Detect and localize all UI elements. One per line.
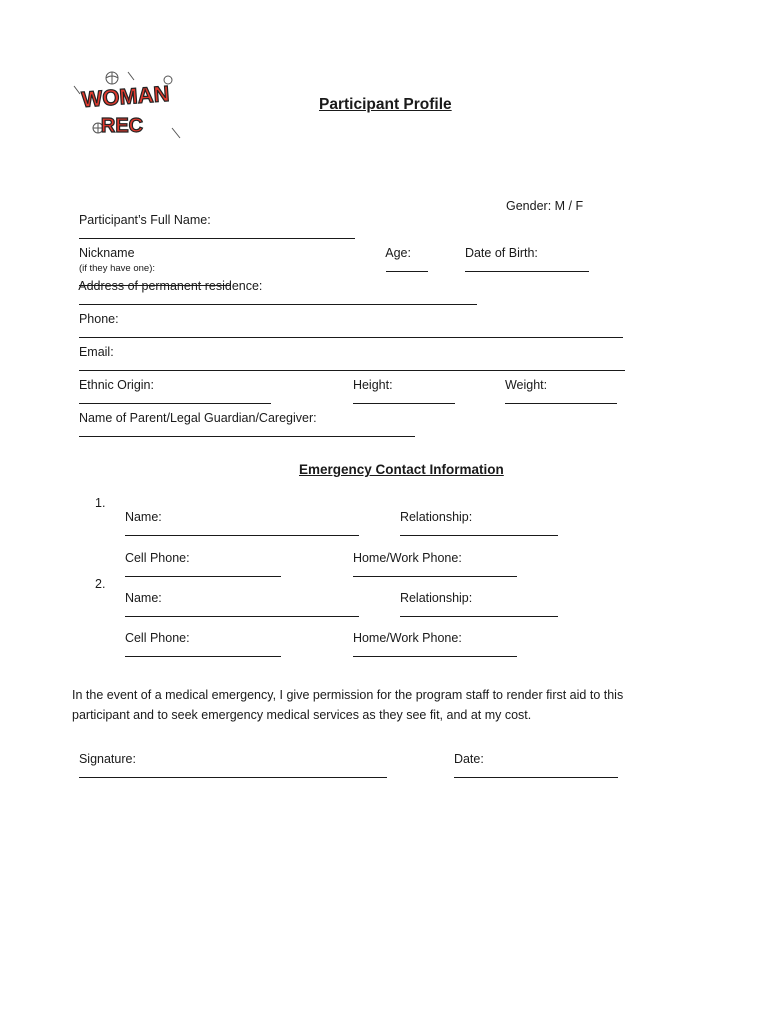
date-field[interactable] [454,766,618,778]
contact-1-cell-label: Cell Phone: [124,551,190,565]
email-label: Email: [78,345,114,359]
contact-2-cell-field[interactable] [125,645,281,657]
contact-2-cell-label: Cell Phone: [124,631,190,645]
height-label: Height: [352,378,393,392]
address-label: Address of permanent residence: [78,279,263,293]
dob-label: Date of Birth: [464,246,538,260]
contact-1-relationship-row [393,496,558,539]
contact-1-name-row [118,496,359,539]
contact-1-name-field[interactable] [125,524,359,536]
age-label: Age: [385,246,411,260]
contact-2-relationship-row [393,577,558,620]
dob-row [458,232,589,275]
ethnic-label: Ethnic Origin: [78,378,154,392]
emergency-section-title: Emergency Contact Information [299,462,504,477]
contact-2-number: 2. [95,577,106,591]
contact-2-name-field[interactable] [125,605,359,617]
contact-2-home-row [346,617,517,660]
contact-1-cell-field[interactable] [125,565,281,577]
contact-2-relationship-field[interactable] [400,605,558,617]
logo-lettering [81,81,171,137]
contact-2-cell-row [118,617,281,660]
weight-field[interactable] [505,392,617,404]
nickname-note: (if they have one): [78,263,155,274]
nickname-label: Nickname [78,246,135,260]
contact-2-name-label: Name: [124,591,162,605]
weight-label: Weight: [504,378,548,392]
guardian-label: Name of Parent/Legal Guardian/Caregiver: [78,411,317,425]
contact-2-relationship-label: Relationship: [399,591,473,605]
gender-label: Gender: M / F [506,199,584,213]
signature-label: Signature: [78,752,136,766]
svg-text:WOMAN: WOMAN [80,80,171,113]
signature-field[interactable] [79,766,387,778]
guardian-field[interactable] [79,425,415,437]
contact-2-home-label: Home/Work Phone: [352,631,462,645]
contact-1-relationship-field[interactable] [400,524,558,536]
date-row [447,738,618,781]
contact-2-name-row [118,577,359,620]
page-title: Participant Profile [319,96,452,113]
phone-label: Phone: [78,312,119,326]
full-name-label: Participant’s Full Name: [78,213,211,227]
contact-1-home-row [346,537,517,580]
svg-text:REC: REC [100,115,144,137]
contact-1-relationship-label: Relationship: [399,510,473,524]
contact-2-home-field[interactable] [353,645,517,657]
consent-paragraph: In the event of a medical emergency, I give permission for the program staff to render first aid to this participant and to seek emergency medical services as they see fit, and at my cost. [72,688,624,722]
contact-1-home-label: Home/Work Phone: [352,551,462,565]
woman-rec-logo [68,68,184,154]
dob-field[interactable] [465,260,589,272]
guardian-row [72,397,415,440]
contact-1-cell-row [118,537,281,580]
contact-1-name-label: Name: [124,510,162,524]
contact-1-home-field[interactable] [353,565,517,577]
contact-1-number: 1. [95,496,106,510]
date-label: Date: [453,752,484,766]
weight-row [498,364,617,407]
signature-row [72,738,387,781]
